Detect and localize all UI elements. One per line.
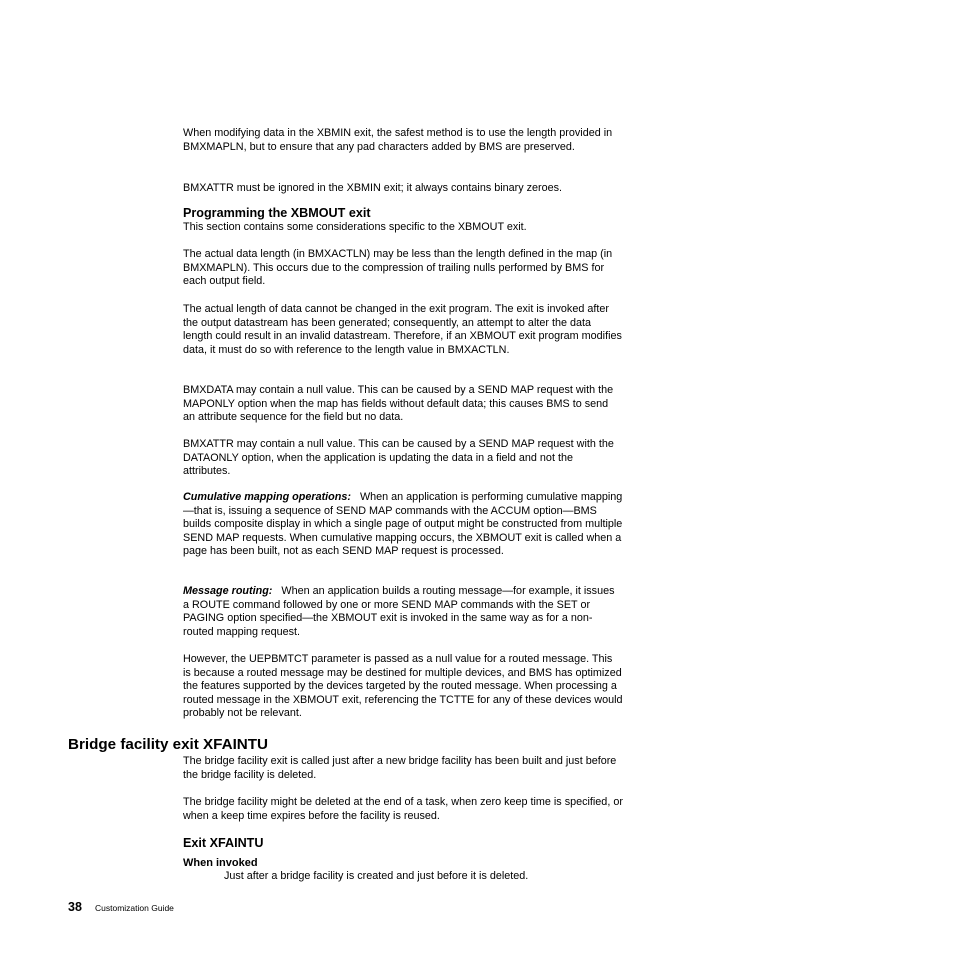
paragraph-cumulative-mapping: [183, 491, 623, 559]
paragraph-xbmin-attr: BMXATTR must be ignored in the XBMIN exit; it always contains binary zeroes.: [183, 182, 563, 194]
label-when-invoked: When invoked: [183, 857, 258, 869]
heading-exit-xfaintu: Exit XFAINTU: [183, 836, 264, 850]
paragraph-xbmout-actual-length: The actual length of data cannot be changed in the exit program. The exit is invoked after the output datastream has been generated; consequently, an attempt to alter the data length could result in an invalid datastream. Therefore, if an XBMOUT exit program modifies data, it must do so with reference to the length value in BMXACTLN.: [183, 303, 622, 356]
paragraph-xbmin-length: When modifying data in the XBMIN exit, the safest method is to use the length provided in BMXMAPLN, but to ensure that any pad characters added by BMS are preserved.: [183, 127, 613, 153]
text-routing: When an application builds a routing message—for example, it issues a ROUTE command followed by one or more SEND MAP commands with the SET or PAGING option specified—the XBMOUT exit is invoked in the same way as for a non-routed mapping request.: [183, 585, 615, 638]
page-number: 38: [68, 900, 82, 914]
paragraph-uepbmtct: However, the UEPBMTCT parameter is passed as a null value for a routed message. This is because a routed message may be destined for multiple devices, and BMS has optimized the features supported by the devices targeted by the routed message. When processing a routed message in the XBMOUT exit, referencing the TCTTE for any of these devices would probably not be relevant.: [183, 653, 623, 720]
heading-xbmout: Programming the XBMOUT exit: [183, 206, 371, 220]
paragraph-bridge-deleted: The bridge facility might be deleted at the end of a task, when zero keep time is specified, or when a keep time expires before the facility is reused.: [183, 796, 623, 822]
paragraph-xbmout-bmxdata: BMXDATA may contain a null value. This can be caused by a SEND MAP request with the MAPONLY option when the map has fields without default data; this causes BMS to send an attribute sequence for the field but no data.: [183, 384, 614, 424]
paragraph-message-routing: [183, 585, 623, 639]
text-when-invoked: Just after a bridge facility is created and just before it is deleted.: [224, 870, 529, 882]
footer-book-title: Customization Guide: [95, 903, 174, 913]
paragraph-xbmout-intro: This section contains some considerations specific to the XBMOUT exit.: [183, 221, 527, 233]
paragraph-xbmout-data-length: The actual data length (in BMXACTLN) may be less than the length defined in the map (in BMXMAPLN). This occurs due to the compression of trailing nulls performed by BMS for each output field.: [183, 248, 613, 288]
lead-cumulative: Cumulative mapping operations:: [183, 491, 351, 503]
paragraph-bridge-called: The bridge facility exit is called just after a new bridge facility has been built and just before the bridge facility is deleted.: [183, 755, 617, 781]
lead-routing: Message routing:: [183, 585, 273, 597]
paragraph-xbmout-bmxattr: BMXATTR may contain a null value. This can be caused by a SEND MAP request with the DATAONLY option, when the application is updating the data in a field and not the attributes.: [183, 438, 614, 478]
text-cumulative: When an application is performing cumulative mapping—that is, issuing a sequence of SEND MAP commands with the ACCUM option—BMS builds composite display in which a single page of output might be constructed from multiple SEND MAP requests. When cumulative mapping occurs, the XBMOUT exit is called when a page has been built, not as each SEND MAP request is processed.: [183, 491, 623, 558]
heading-bridge-facility: Bridge facility exit XFAINTU: [68, 736, 269, 753]
